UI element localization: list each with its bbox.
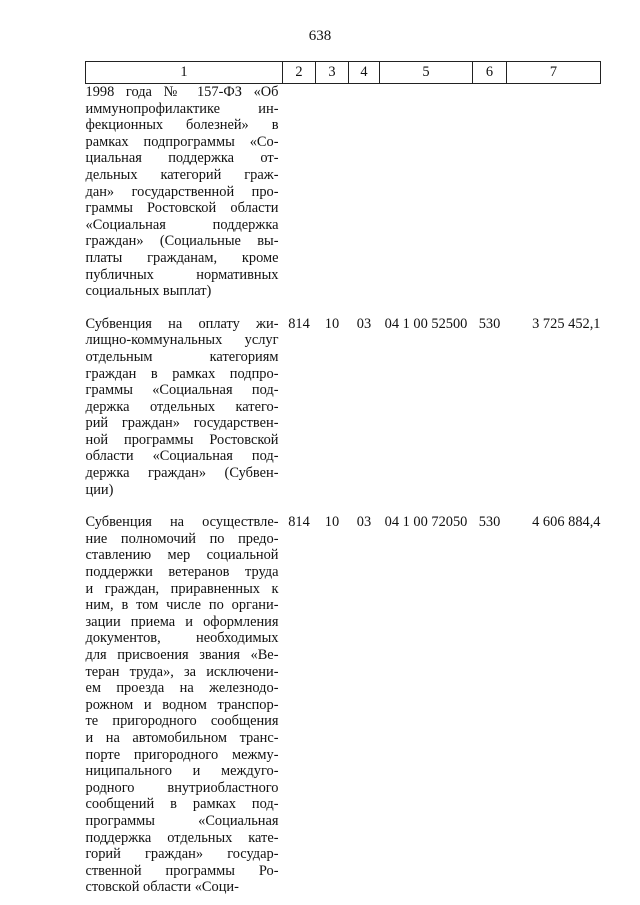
description-line: ем проезда на железнодо- [85, 680, 279, 697]
budget-table [85, 61, 601, 896]
column-header-5: 5 [380, 62, 473, 84]
description-line: и граждан, приравненных к [85, 580, 279, 597]
cell-ministry-code [283, 84, 316, 300]
description-line: публичных нормативных [85, 266, 279, 283]
description-line: ним, в том числе по органи- [85, 597, 279, 614]
description-line: платы гражданам, кроме [85, 249, 279, 266]
column-header-2: 2 [283, 62, 316, 84]
description-line: Субвенция на оплату жи- [85, 315, 279, 332]
table-row [86, 300, 601, 499]
column-header-4: 4 [349, 62, 380, 84]
column-header-1: 1 [86, 62, 283, 84]
description-line: стовской области «Соци- [85, 879, 239, 896]
description-line: граммы «Социальная под- [85, 382, 279, 399]
table-row [86, 498, 601, 896]
description-line: граммы Ростовской области [85, 200, 279, 217]
description-line: граждан в рамках подпро- [85, 365, 279, 382]
description-line: Субвенция на осуществле- [85, 514, 279, 531]
description-line: сообщений в рамках под- [85, 796, 279, 813]
description-line: циальная поддержка от- [85, 150, 279, 167]
description-line: 1998 года № 157-ФЗ «Об [85, 84, 279, 100]
description-line: держка граждан» (Субвен- [85, 465, 279, 482]
cell-amount: 3 725 452,1 [532, 315, 601, 332]
cell-target-article: 04 1 00 72050 [384, 514, 468, 531]
description-line: иммунопрофилактике ин- [85, 100, 279, 117]
description-line: «Социальная поддержка [85, 216, 279, 233]
description-line: рамках подпрограммы «Со- [85, 133, 279, 150]
column-header-3: 3 [316, 62, 349, 84]
description-line: рий граждан» государствен- [85, 415, 279, 432]
description-line: зации приема и оформления [85, 613, 279, 630]
cell-subsection [349, 84, 380, 300]
description-line: ниципального и междуго- [85, 763, 279, 780]
cell-amount: 4 606 884,4 [532, 514, 601, 531]
column-header-7: 7 [507, 62, 601, 84]
description-line: поддержка отдельных кате- [85, 829, 279, 846]
description-line: области «Социальная под- [85, 448, 279, 465]
description-line: дан» государственной про- [85, 183, 279, 200]
cell-subsection: 03 [356, 514, 372, 531]
cell-expense-type: 530 [478, 514, 501, 531]
description-line: программы «Социальная [85, 812, 279, 829]
description-line: социальных выплат) [85, 283, 212, 300]
page-number: 638 [308, 28, 332, 44]
cell-section [316, 84, 349, 300]
column-header-6: 6 [473, 62, 507, 84]
row-description [86, 498, 283, 896]
cell-subsection: 03 [356, 315, 372, 332]
description-line: ставлению мер социальной [85, 547, 279, 564]
row-description [86, 84, 283, 300]
description-line: отдельным категориям [85, 348, 279, 365]
table-row [86, 84, 601, 300]
cell-ministry-code: 814 [288, 315, 310, 332]
row-description [86, 300, 283, 499]
column-number-header-row [86, 62, 601, 84]
description-line: и на автомобильном транс- [85, 729, 279, 746]
description-line: ние полномочий по предо- [85, 530, 279, 547]
cell-section: 10 [324, 315, 340, 332]
description-line: дельных категорий граж- [85, 166, 279, 183]
cell-expense-type: 530 [478, 315, 501, 332]
description-line: рожном и водном транспор- [85, 696, 279, 713]
description-line: ной программы Ростовской [85, 431, 279, 448]
cell-expense-type [473, 84, 507, 300]
cell-section: 10 [324, 514, 340, 531]
description-line: для присвоения звания «Ве- [85, 647, 279, 663]
cell-ministry-code: 814 [288, 514, 310, 531]
description-line: документов, необходимых [85, 630, 279, 647]
description-line: горий граждан» государ- [85, 846, 279, 863]
description-line: поддержки ветеранов труда [85, 564, 279, 581]
description-line: те пригородного сообщения [85, 713, 279, 730]
description-line: родного внутриобластного [85, 779, 279, 796]
cell-amount [507, 84, 601, 300]
description-line: фекционных болезней» в [85, 117, 279, 134]
cell-target-article [380, 84, 473, 300]
description-line: лищно-коммунальных услуг [85, 332, 279, 349]
description-line: держка отдельных катего- [85, 398, 279, 415]
cell-target-article: 04 1 00 52500 [384, 315, 468, 332]
description-line: граждан» (Социальные вы- [85, 233, 279, 250]
description-line: порте пригородного межму- [85, 746, 279, 763]
description-line: ственной программы Ро- [85, 862, 279, 879]
description-line: теран труда», за исключени- [85, 663, 279, 680]
description-line: ции) [85, 481, 114, 498]
